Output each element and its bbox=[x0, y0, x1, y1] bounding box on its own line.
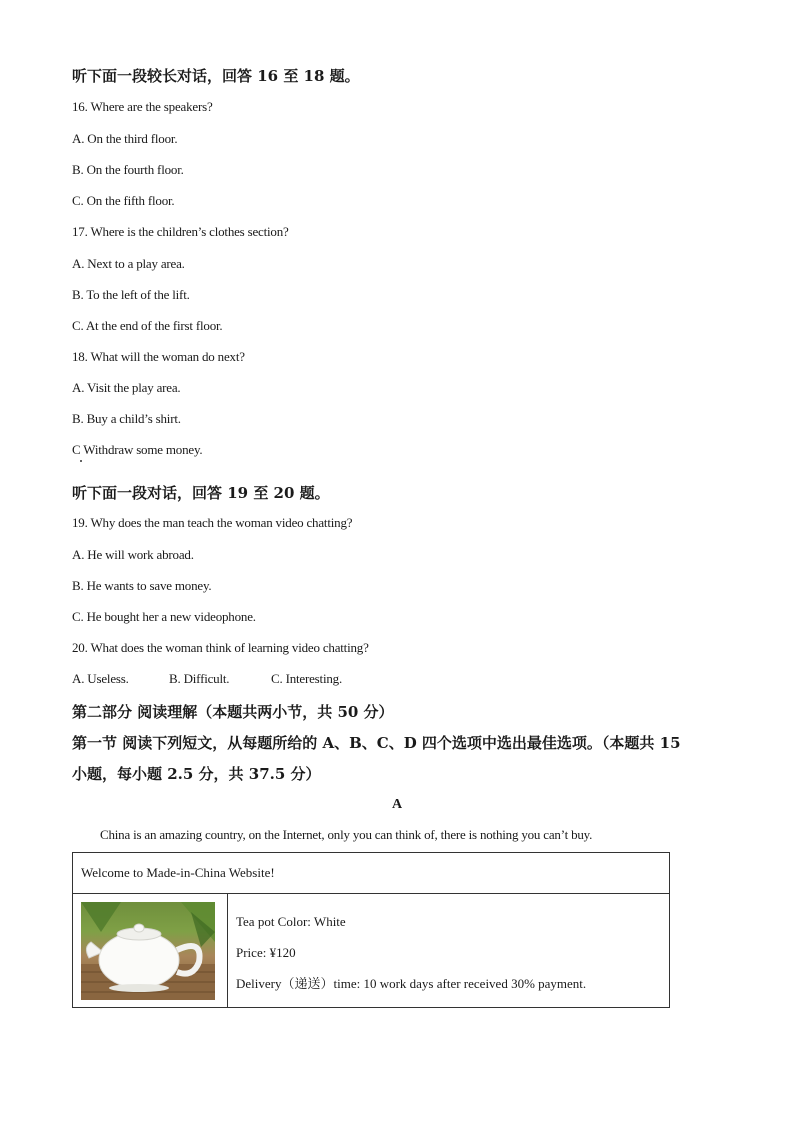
teapot-icon bbox=[81, 902, 215, 1000]
passage-label: A bbox=[391, 797, 403, 812]
option-19c: C. He bought her a new videophone. bbox=[72, 609, 256, 624]
option-17a: A. Next to a play area. bbox=[72, 256, 185, 271]
welcome-cell bbox=[73, 853, 670, 894]
question-19: 19. Why does the man teach the woman video chatting? bbox=[72, 515, 353, 530]
section1-instructions-line2: 小题，每小题 2.5 分，共 37.5 分） bbox=[72, 765, 321, 783]
heading-section2: 听下面一段对话，回答 19 至 20 题。 bbox=[72, 484, 330, 502]
price-line: Price: ¥120 bbox=[236, 945, 296, 960]
option-20b: B. Difficult. bbox=[169, 671, 230, 686]
option-16a: A. On the third floor. bbox=[72, 131, 178, 146]
color-line: Tea pot Color: White bbox=[236, 914, 346, 929]
delivery-line: Delivery（递送）time: 10 work days after received 30% payment. bbox=[236, 976, 587, 991]
question-16: 16. Where are the speakers? bbox=[72, 99, 213, 114]
option-17b: B. To the left of the lift. bbox=[72, 287, 190, 302]
question-20: 20. What does the woman think of learning video chatting? bbox=[72, 640, 369, 655]
option-17c: C. At the end of the first floor. bbox=[72, 318, 223, 333]
passage-intro: China is an amazing country, on the Internet, only you can think of, there is nothing you can’t buy. bbox=[100, 827, 593, 842]
option-18c: C Withdraw some money. bbox=[72, 442, 203, 457]
option-16b: B. On the fourth floor. bbox=[72, 162, 184, 177]
info-cell bbox=[228, 894, 670, 1008]
option-18b: B. Buy a child’s shirt. bbox=[72, 411, 181, 426]
stray-dot bbox=[80, 460, 82, 462]
option-19a: A. He will work abroad. bbox=[72, 547, 194, 562]
option-20c: C. Interesting. bbox=[271, 671, 343, 686]
option-18a: A. Visit the play area. bbox=[72, 380, 181, 395]
image-cell bbox=[73, 894, 228, 1008]
product-table bbox=[72, 852, 670, 1008]
question-18: 18. What will the woman do next? bbox=[72, 349, 245, 364]
option-20a: A. Useless. bbox=[72, 671, 129, 686]
teapot-image bbox=[81, 902, 215, 1000]
option-19b: B. He wants to save money. bbox=[72, 578, 212, 593]
option-16c: C. On the fifth floor. bbox=[72, 193, 175, 208]
part2-heading: 第二部分 阅读理解（本题共两小节，共 50 分） bbox=[72, 703, 394, 721]
welcome-text: Welcome to Made-in-China Website! bbox=[81, 865, 275, 880]
section1-instructions-line1: 第一节 阅读下列短文，从每题所给的 A、B、C、D 四个选项中选出最佳选项。（本题共 15 bbox=[72, 734, 681, 752]
question-17: 17. Where is the children’s clothes section? bbox=[72, 224, 289, 239]
heading-section1: 听下面一段较长对话，回答 16 至 18 题。 bbox=[72, 67, 360, 85]
